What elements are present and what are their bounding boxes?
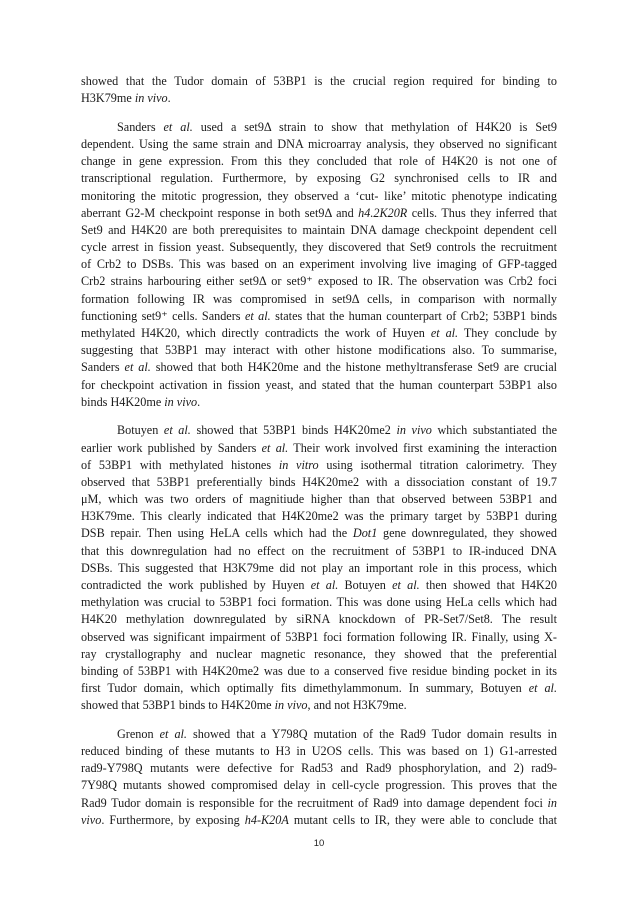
text-line: observed was significant impairment of 53BP1 foci formation following IR. Finally, using X- xyxy=(81,629,557,644)
text-line: H3K79me in vivo. xyxy=(81,91,171,106)
text-line: Grenon et al. showed that a Y798Q mutation of the Rad9 Tudor domain results in xyxy=(117,726,557,741)
text-line: H3K79me. This clearly indicated that H4K20me2 was the primary target by 53BP1 during xyxy=(81,509,557,524)
text-line: binding of 53BP1 with H4K20me2 was due to a conserved five residue binding pocket in its xyxy=(81,663,557,678)
paragraph xyxy=(81,119,557,411)
text-line: cycle arrest in fission yeast. Subsequently, they discovered that Set9 controls the recruitment xyxy=(81,240,557,255)
text-line: methylation was crucial to 53BP1 foci formation. This was done using HeLa cells which had xyxy=(81,595,557,610)
text-line: vivo. Furthermore, by exposing h4-K20A mutant cells to IR, they were able to conclude that xyxy=(81,812,557,827)
text-line: rad9-Y798Q mutants were defective for Rad53 and Rad9 phosphorylation, and 2) rad9- xyxy=(81,761,557,776)
text-line: Sanders et al. showed that both H4K20me and the histone methyltransferase Set9 are crucial xyxy=(81,360,558,375)
paragraph-gap xyxy=(81,107,557,118)
paragraph-gap xyxy=(81,715,557,726)
text-line: change in gene expression. From this they concluded that role of H4K20 is not one of xyxy=(81,154,557,169)
text-line: DSB repair. Then using HeLA cells which had the Dot1 gene downregulated, they showed xyxy=(81,526,557,541)
text-line: aberrant G2-M checkpoint response in both set9Δ and h4.2K20R cells. Thus they inferred that xyxy=(81,205,557,220)
text-line: transcriptional regulation. Furthermore, by exposing G2 synchronised cells to IR and xyxy=(81,171,557,186)
text-line: DSBs. This suggested that H3K79me did not play an important role in this process, which xyxy=(81,560,557,575)
text-line: suggesting that 53BP1 may interact with other histone modifications also. To summarise, xyxy=(81,343,557,358)
text-line: binds H4K20me in vivo. xyxy=(81,394,201,409)
text-line: reduced binding of these mutants to H3 in U2OS cells. This was based on 1) G1-arrested xyxy=(81,744,557,759)
text-line: ray crystallography and nuclear magnetic resonance, they showed that the preferential xyxy=(81,646,557,661)
text-line: showed that 53BP1 binds to H4K20me in vivo, and not H3K79me. xyxy=(81,698,407,713)
text-line: dependent. Using the same strain and DNA microarray analysis, they observed no significant xyxy=(81,136,557,151)
text-line: Rad9 Tudor domain is responsible for the recruitment of Rad9 into damage dependent foci in xyxy=(81,795,557,810)
text-line: first Tudor domain, which optimally fits dimethylammonum. In summary, Botuyen et al. xyxy=(81,681,557,696)
text-line: showed that the Tudor domain of 53BP1 is the crucial region required for binding to xyxy=(81,74,557,88)
text-line: H4K20 methylation downregulated by siRNA knockdown of PR-Set7/Set8. The result xyxy=(81,612,557,627)
paragraph xyxy=(81,73,557,107)
text-line: for checkpoint activation in fission yeast, and stated that the human counterpart 53BP1 also xyxy=(81,377,557,392)
paragraph xyxy=(81,422,557,714)
text-line: observed that 53BP1 preferentially binds H4K20me2 with a dissociation constant of 19.7 xyxy=(81,474,557,489)
text-line: formation following IR was compromised in set9Δ cells, in comparison with normally xyxy=(81,291,557,306)
paragraph xyxy=(81,726,557,829)
text-line: contradicted the work published by Huyen et al. Botuyen et al. then showed that H4K20 xyxy=(81,578,558,593)
text-line: that this downregulation had no effect on the recruitment of 53BP1 to IR-induced DNA xyxy=(81,543,557,558)
text-line: monitoring the mitotic progression, they observed a ‘cut- like’ mitotic phenotype indicating xyxy=(81,188,557,203)
body-text xyxy=(81,73,557,829)
text-line: Botuyen et al. showed that 53BP1 binds H4K20me2 in vivo which substantiated the xyxy=(117,423,557,438)
text-line: earlier work published by Sanders et al. Their work involved first examining the interaction xyxy=(81,440,558,455)
text-line: μM, which was two orders of magnitiude higher than that observed between 53BP1 and xyxy=(81,492,557,507)
text-line: functioning set9⁺ cells. Sanders et al. states that the human counterpart of Crb2; 53BP1 binds xyxy=(81,308,558,323)
text-line: methylated H4K20, which directly contradicts the work of Huyen et al. They conclude by xyxy=(81,326,557,341)
text-line: Set9 and H4K20 are both prerequisites to maintain DNA damage checkpoint dependent cell xyxy=(81,222,557,237)
text-line: of Crb2 to DSBs. This was based on an experiment involving live imaging of GFP-tagged xyxy=(81,257,557,272)
text-line: Sanders et al. used a set9Δ strain to show that methylation of H4K20 is Set9 xyxy=(117,119,557,134)
text-line: Crb2 strains harbouring either set9Δ or set9⁺ exposed to IR. The observation was Crb2 foci xyxy=(81,274,557,289)
paragraph-gap xyxy=(81,411,557,422)
text-line: of 53BP1 with methylated histones in vitro using isothermal titration calorimetry. They xyxy=(81,457,557,472)
page-number: 10 xyxy=(313,838,325,849)
text-line: 7Y98Q mutants showed compromised delay in cell-cycle progression. This proves that the xyxy=(81,778,557,793)
